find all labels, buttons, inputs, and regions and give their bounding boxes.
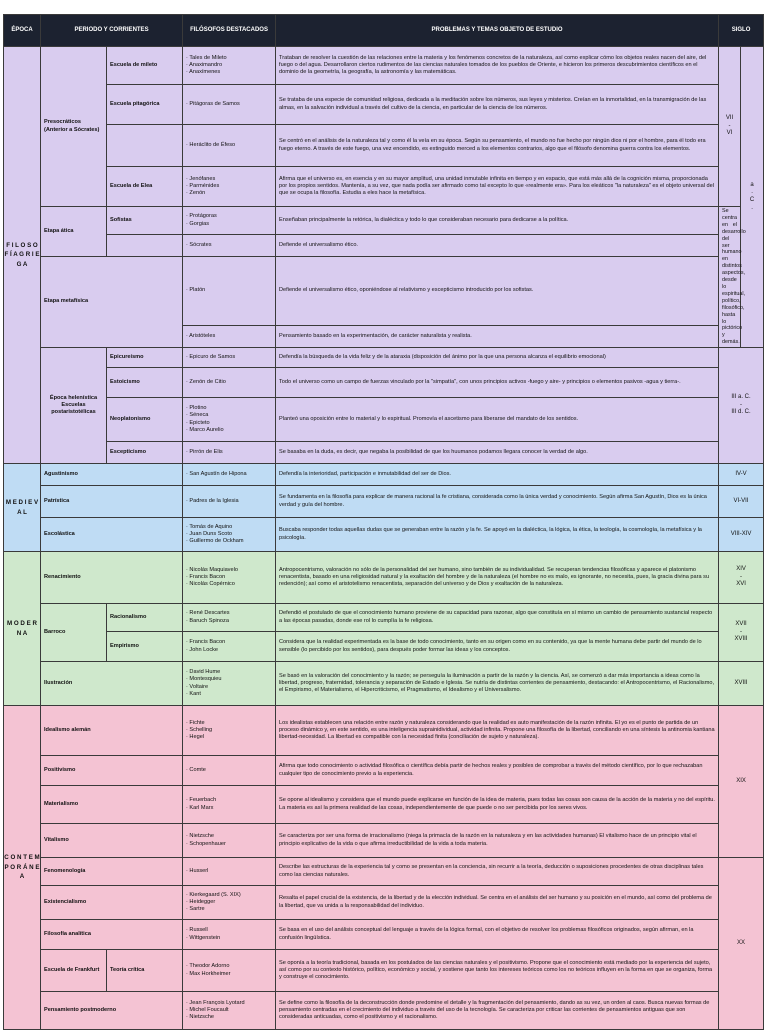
note-greek-classical: Se centra en el desarrollo del ser humano en distintos aspectos, desde lo espiritual, político, filosófico, hasta lo pictórico y demás. (719, 207, 741, 348)
school-mileto: Escuela de mileto (107, 47, 183, 85)
text-elea: Afirma que el universo es, en esencia y en su mayor amplitud, una unidad inmutable infinita en tiempo y en espacio, que está más allá de la cognición misma, proporcionada por los propios sentidos. Mantenía, a su vez, que nada podía ser afirmado como tal excepto lo que «realmente era». Para los eleáticos "la naturaleza" es el objeto universal del que se ocupa la filosofía. Estudia a eles hace la metafísica. (276, 167, 719, 207)
text-racionalismo: Defendió el postulado de que el conocimiento humano proviene de su capacidad para razonar, algo que constituía en sí mismo un cambio de pensamiento sustancial respecto a las épocas pasadas, donde ese rol lo cumplía la fe religiosa. (276, 604, 719, 632)
period-atica: Etapa ática (41, 207, 107, 257)
school-epicureismo: Epicureísmo (107, 348, 183, 368)
text-estoicismo: Todo el universo como un campo de fuerzas vinculado por la "simpatía", con unos principios activos -fuego y aire- y principios o elementos pasivos -agua y tierra-. (276, 368, 719, 398)
philosophers-platon: · Platón (183, 257, 276, 326)
philosophers-renacimiento: · Nicolás Maquiavelo · Francis Bacon · Nicolás Copérnico (183, 552, 276, 604)
siglo-helenistica: III a. C. - III d. C. (719, 348, 764, 464)
philosophers-empirismo: · Francis Bacon · John Locke (183, 632, 276, 662)
philosophers-positivismo: · Comte (183, 756, 276, 786)
period-existencialismo: Existencialismo (41, 886, 183, 920)
text-patristica: Se fundamenta en la filosofía para explicar de manera racional la fe cristiana, considerada como la única verdad y conocimiento. Según afirma San Agustín, Dios es la única verdad y guía del hombre. (276, 486, 719, 518)
text-platon: Defiende el universalismo ético, oponiéndose al relativismo y escepticismo introducido por los sofistas. (276, 257, 719, 326)
philosophers-pitagorica: · Pitágoras de Samos (183, 85, 276, 125)
period-presocraticos: Presocráticos (Anterior a Sócrates) (41, 47, 107, 207)
school-estoicismo: Estoicismo (107, 368, 183, 398)
school-pitagorica: Escuela pitagórica (107, 85, 183, 125)
siglo-ac: a . C . (741, 47, 764, 348)
header-siglo: SIGLO (719, 15, 764, 47)
philosophers-vitalismo: · Nietzsche · Schopenhauer (183, 824, 276, 858)
text-renacimiento: Antropocentrismo, valoración no sólo de la personalidad del ser humano, sino también de su individualidad. Se recuperan tendencias filosóficas y aparece el platonismo renacentista, basado en una religiosidad natural y la exaltación del hombre y de la naturaleza (el hombre no es malo, es ignorante, no necesita, pues, la gracia divina para su redención); así como el aristotelismo renacentista, separación del universo y de Dios y exaltación de la naturaleza. (276, 552, 719, 604)
siglo-escolastica: VIII-XIV (719, 518, 764, 552)
philosophers-agustinismo: · San Agustín de Hipona (183, 464, 276, 486)
school-racionalismo: Racionalismo (107, 604, 183, 632)
philosophers-racionalismo: · René Descartes · Baruch Spinoza (183, 604, 276, 632)
text-idealismo: Los idealistas establecen una relación entre razón y naturaleza considerando que la realidad es auto manifestación de la razón infinita. El yo es el punto de partida de un proceso dinámico y, en este sentido, es una inteligencia suprainidividual, actividad infinita. Propone una filosofía de la libertad, conciliando en una síntesis la antinomia kantiana libertad-necesidad. La libertad es compatible con la necesidad finita (conciliación de sujeto y naturaleza). (276, 706, 719, 756)
period-barroco: Barroco (41, 604, 107, 662)
philosophy-table (3, 14, 764, 1030)
period-metafisica: Etapa metafísica (41, 257, 183, 348)
philosophers-idealismo: · Fichte · Schelling · Hegel (183, 706, 276, 756)
text-analitica: Se basa en el uso del análisis conceptual del lenguaje a través de la lógica formal, con el objetivo de resolver los problemas filosóficos originados, según afirman, en la confusión lingüística. (276, 920, 719, 950)
text-ilustracion: Se basó en la valoración del conocimiento y la razón; se perseguía la iluminación a partir de la razón y la ciencia. Así, se comenzó a dar más importancia a ideas como la libertad, progreso, fraternidad, tolerancia y separación de Estado e Iglesia. Se nutría de distintas corrientes de pensamiento, destacando: el Antropocentrismo, el Racionalismo, el Empirismo, el Materialismo, el Hipercriticismo, el Pragmatismo, el Idealismo y el Universalismo. (276, 662, 719, 706)
school-empirismo: Empirismo (107, 632, 183, 662)
text-critica: Se oponía a la teoría tradicional, basada en los postulados de las ciencias naturales y el positivismo. Propone que el conocimiento está mediado por la experiencia del sujeto, así como por su contexto histórico, político, económico y social, y sostiene que tanto los intereses teóricos como los no teóricos influyen en la forma en que se organiza, forma y construye el conocimiento. (276, 950, 719, 992)
period-frankfurt: Escuela de Frankfurt (41, 950, 107, 992)
header-filosofos: FILÓSOFOS DESTACADOS (183, 15, 276, 47)
philosophers-heraclito: · Heráclito de Éfeso (183, 125, 276, 167)
school-escepticismo: Escepticismo (107, 442, 183, 464)
philosophers-ilustracion: · David Hume · Montesquieu · Voltaire · Kant (183, 662, 276, 706)
philosophers-patristica: · Padres de la Iglesia (183, 486, 276, 518)
school-sofistas: Sofistas (107, 207, 183, 235)
philosophers-elea: · Jenófanes · Parménides · Zenón (183, 167, 276, 207)
period-positivismo: Positivismo (41, 756, 183, 786)
school-critica: Teoría crítica (107, 950, 183, 992)
period-agustinismo: Agustinismo (41, 464, 183, 486)
siglo-xx: XX (719, 858, 764, 1030)
philosophers-existencialismo: · Kierkegaard (S. XIX) · Heidegger · Sartre (183, 886, 276, 920)
philosophers-mileto: · Tales de Mileto · Anaximandro · Anaxímenes (183, 47, 276, 85)
philosophers-materialismo: · Feuerbach · Karl Marx (183, 786, 276, 824)
header-problemas: PROBLEMAS Y TEMAS OBJETO DE ESTUDIO (276, 15, 719, 47)
text-aristoteles: Pensamiento basado en la experimentación, de carácter naturalista y realista. (276, 326, 719, 348)
period-helenistica: Época helenística Escuelas postaristotélicas (41, 348, 107, 464)
text-escolastica: Buscaba responder todas aquellas dudas que se generaban entre la razón y la fe. Se apoyó en la dialéctica, la lógica, la ética, la teología, la cosmología, la metafísica y la psicología. (276, 518, 719, 552)
philosophers-estoicismo: · Zenón de Citio (183, 368, 276, 398)
school-neoplatonismo: Neoplatonismo (107, 398, 183, 442)
text-positivismo: Afirma que todo conocimiento o actividad filosófica o científica debía partir de hechos reales y posibles de comprobar a través del método científico, por lo que rechazaban cualquier tipo de conocimiento previo a la experiencia. (276, 756, 719, 786)
period-escolastica: Escolástica (41, 518, 183, 552)
siglo-presocraticos: VII - VI (719, 47, 741, 207)
era-moderna: M O D E R N A (4, 552, 41, 706)
text-agustinismo: Defendía la interioridad, participación e inmutabilidad del ser de Dios. (276, 464, 719, 486)
era-greek: F I L O S O F Í A G R I E G A (4, 47, 41, 464)
siglo-xix: XIX (719, 706, 764, 858)
header-periodo: PERIODO Y CORRIENTES (41, 15, 183, 47)
text-empirismo: Considera que la realidad experimentada es la base de todo conocimiento, tanto en su origen como en su contenido, ya que la mente humana debe partir del mundo de lo sensible (lo percibido por los sentidos), para después poder formar las ideas y los conceptos. (276, 632, 719, 662)
header-epoca: ÉPOCA (4, 15, 41, 47)
era-medieval: M E D I E V A L (4, 464, 41, 552)
text-vitalismo: Se caracteriza por ser una forma de irracionalismo (niega la primacía de la razón en la naturaleza y en las actividades humanas) El vitalismo hace de un principio vital el principio explicativo de la vida o que afirma irreductibilidad de la vida a toda materia. (276, 824, 719, 858)
philosophers-fenomenologia: · Husserl (183, 858, 276, 886)
period-ilustracion: Ilustración (41, 662, 183, 706)
period-postmoderno: Pensamiento postmoderno (41, 992, 183, 1030)
era-contemporanea: C O N T E M P O R Á N E A (4, 706, 41, 1030)
text-mileto: Trataban de resolver la cuestión de las relaciones entre la materia y los fenómenos concretos de la naturaleza, así como explicar cómo los objetos reales nacen del aire, del fuego o del agua. Desarrollaron ciertos rudimentos de las ciencias naturales tomados de los pueblos de Oriente, e hicieron los primeros descubrimientos científicos en el dominio de la geometría, la geografía, la astronomía y las matemáticas. (276, 47, 719, 85)
text-epicureismo: Defendía la búsqueda de la vida feliz y de la ataraxia (disposición del ánimo por la que una persona alcanza el equilibrio emocional) (276, 348, 719, 368)
header-row (4, 15, 764, 47)
period-patristica: Patrística (41, 486, 183, 518)
philosophers-postmoderno: · Jean François Lyotard · Michel Foucault · Nietzsche (183, 992, 276, 1030)
school-heraclito (107, 125, 183, 167)
text-existencialismo: Resalta el papel crucial de la existencia, de la libertad y de la elección individual. Se centra en el análisis del ser humano y su posición en el mundo, así como del problema de la libertad, que va unida a la responsabilidad del individuo. (276, 886, 719, 920)
period-fenomenologia: Fenomenología (41, 858, 183, 886)
siglo-patristica: VI-VII (719, 486, 764, 518)
siglo-agustinismo: IV-V (719, 464, 764, 486)
period-analitica: Filosofía analítica (41, 920, 183, 950)
philosophers-neoplatonismo: · Plotino · Séneca · Epicteto · Marco Aurelio (183, 398, 276, 442)
text-materialismo: Se opone al idealismo y considera que el mundo puede explicarse en función de la idea de materia, pues todas las cosas son causa de la acción de la materia y no del espíritu. La materia es así la primera realidad de las cosas, independientemente de que puede o no ser percibida por los seres vivos. (276, 786, 719, 824)
philosophers-socrates: · Sócrates (183, 235, 276, 257)
philosophers-aristoteles: · Aristóteles (183, 326, 276, 348)
school-socrates (107, 235, 183, 257)
siglo-ilustracion: XVIII (719, 662, 764, 706)
philosophers-epicureismo: · Epicuro de Samos (183, 348, 276, 368)
text-escepticismo: Se basaba en la duda, es decir, que negaba la posibilidad de que los huumanos podamos llegara conocer la verdad de algo. (276, 442, 719, 464)
siglo-renacimiento: XIV - XVI (719, 552, 764, 604)
philosophers-escepticismo: · Pirrón de Elis (183, 442, 276, 464)
philosophers-analitica: · Russell · Wittgenstein (183, 920, 276, 950)
text-pitagorica: Se trataba de una especie de comunidad religiosa, dedicada a la meditación sobre los números, sus leyes y misterios. Creían en la inmortalidad, en la transmigración de las almas, en la salvación individual a través del cultivo de la ciencia, en particular de la ciencia de los números. (276, 85, 719, 125)
period-materialismo: Materialismo (41, 786, 183, 824)
period-idealismo: Idealismo alemán (41, 706, 183, 756)
text-fenomenologia: Describe las estructuras de la experiencia tal y como se presentan en la conciencia, sin recurrir a la teoría, deducción o suposiciones procedentes de otras disciplinas tales como las ciencias naturales. (276, 858, 719, 886)
philosophers-critica: · Theodor Adorno · Max Horkheimer (183, 950, 276, 992)
school-elea: Escuela de Elea (107, 167, 183, 207)
text-neoplatonismo: Planteó una oposición entre lo material y lo espiritual. Promovía el ascetismo para liberarse del mandato de los sentidos. (276, 398, 719, 442)
text-postmoderno: Se define como la filosofía de la deconstrucción donde predomine el detalle y la fragmentación del pensamiento, dando as su vez, un orden al caos. Busca nuevas formas de pensamiento centradas en el crecimiento del individuo a través del uso de la tecnología. Se caracteriza por criticar las corrientes de pensamientos antiguas que son consideradas anticuadas, como el positivismo y el racionalismo. (276, 992, 719, 1030)
siglo-barroco: XVII - XVIII (719, 604, 764, 662)
philosophers-escolastica: · Tomás de Aquino · Juan Duns Scoto · Guillermo de Ockham (183, 518, 276, 552)
philosophers-sofistas: · Protágoras · Gorgias (183, 207, 276, 235)
text-sofistas: Enseñaban principalmente la retórica, la dialéctica y todo lo que consideraban necesario para dedicarse a la política. (276, 207, 719, 235)
period-renacimiento: Renacimiento (41, 552, 183, 604)
period-vitalismo: Vitalismo (41, 824, 183, 858)
text-heraclito: Se centró en el análisis de la naturaleza tal y como él la veía en su época. Según su pensamiento, el mundo no fue hecho por ningún dios ni por el hombre, para él todo era fuego eterno. A través de este fuego, una vez encendido, es extinguido merced a los elementos contrarios, algo que el filósofo denomina guerra contra los elementos. (276, 125, 719, 167)
text-socrates: Defiende el universalismo ético. (276, 235, 719, 257)
